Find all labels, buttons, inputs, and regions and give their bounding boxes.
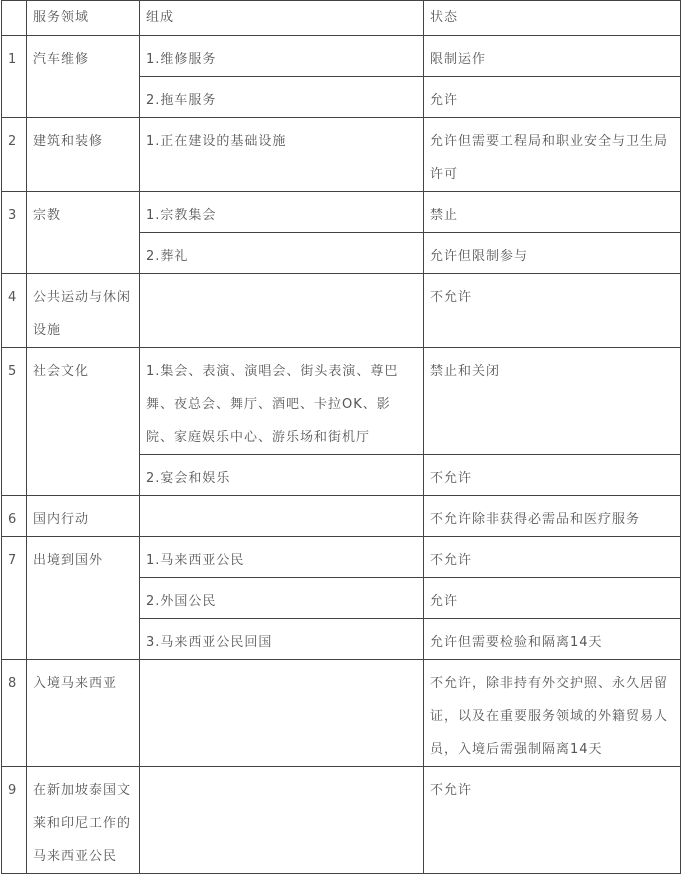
row-status: 不允许 xyxy=(424,537,681,578)
row-status: 允许但需要检验和隔离14天 xyxy=(424,619,681,660)
row-component: 2.宴会和娱乐 xyxy=(140,455,424,496)
row-num: 4 xyxy=(2,274,27,348)
row-num: 2 xyxy=(2,118,27,192)
row-num: 7 xyxy=(2,537,27,660)
table-row xyxy=(2,36,681,77)
row-status: 不允许 xyxy=(424,767,681,874)
row-area: 在新加坡泰国文莱和印尼工作的马来西亚公民 xyxy=(27,767,140,874)
header-area: 服务领域 xyxy=(27,1,140,36)
table-row xyxy=(2,274,681,348)
table-row xyxy=(2,767,681,874)
row-status: 不允许，除非持有外交护照、永久居留证，以及在重要服务领域的外籍贸易人员，入境后需强制隔离14天 xyxy=(424,660,681,767)
row-status: 禁止和关闭 xyxy=(424,348,681,455)
row-component: 1.维修服务 xyxy=(140,36,424,77)
header-component: 组成 xyxy=(140,1,424,36)
table-row xyxy=(2,660,681,767)
row-area: 宗教 xyxy=(27,192,140,274)
row-area: 国内行动 xyxy=(27,496,140,537)
row-component xyxy=(140,660,424,767)
row-status: 不允许 xyxy=(424,274,681,348)
row-num: 5 xyxy=(2,348,27,496)
row-num: 3 xyxy=(2,192,27,274)
table-row xyxy=(2,496,681,537)
table-row xyxy=(2,348,681,455)
row-num: 1 xyxy=(2,36,27,118)
row-component: 2.葬礼 xyxy=(140,233,424,274)
row-status: 限制运作 xyxy=(424,36,681,77)
row-area: 公共运动与休闲设施 xyxy=(27,274,140,348)
table-row xyxy=(2,537,681,578)
row-component: 1.马来西亚公民 xyxy=(140,537,424,578)
row-status: 允许但需要工程局和职业安全与卫生局许可 xyxy=(424,118,681,192)
header-num xyxy=(2,1,27,36)
row-status: 不允许 xyxy=(424,455,681,496)
row-num: 6 xyxy=(2,496,27,537)
header-status: 状态 xyxy=(424,1,681,36)
row-component xyxy=(140,274,424,348)
row-component: 1.宗教集会 xyxy=(140,192,424,233)
row-component xyxy=(140,496,424,537)
row-status: 禁止 xyxy=(424,192,681,233)
row-status: 不允许除非获得必需品和医疗服务 xyxy=(424,496,681,537)
row-component: 2.拖车服务 xyxy=(140,77,424,118)
row-component: 2.外国公民 xyxy=(140,578,424,619)
row-area: 建筑和装修 xyxy=(27,118,140,192)
row-status: 允许 xyxy=(424,77,681,118)
row-area: 汽车维修 xyxy=(27,36,140,118)
row-area: 入境马来西亚 xyxy=(27,660,140,767)
services-table xyxy=(1,0,681,874)
row-status: 允许 xyxy=(424,578,681,619)
row-num: 8 xyxy=(2,660,27,767)
row-component: 3.马来西亚公民回国 xyxy=(140,619,424,660)
table-row xyxy=(2,192,681,233)
row-num: 9 xyxy=(2,767,27,874)
row-area: 社会文化 xyxy=(27,348,140,496)
table-row xyxy=(2,118,681,192)
row-component: 1.集会、表演、演唱会、街头表演、尊巴舞、夜总会、舞厅、酒吧、卡拉OK、影院、家庭娱乐中心、游乐场和街机厅 xyxy=(140,348,424,455)
row-component xyxy=(140,767,424,874)
row-component: 1.正在建设的基础设施 xyxy=(140,118,424,192)
row-area: 出境到国外 xyxy=(27,537,140,660)
row-status: 允许但限制参与 xyxy=(424,233,681,274)
table-header-row xyxy=(2,1,681,36)
